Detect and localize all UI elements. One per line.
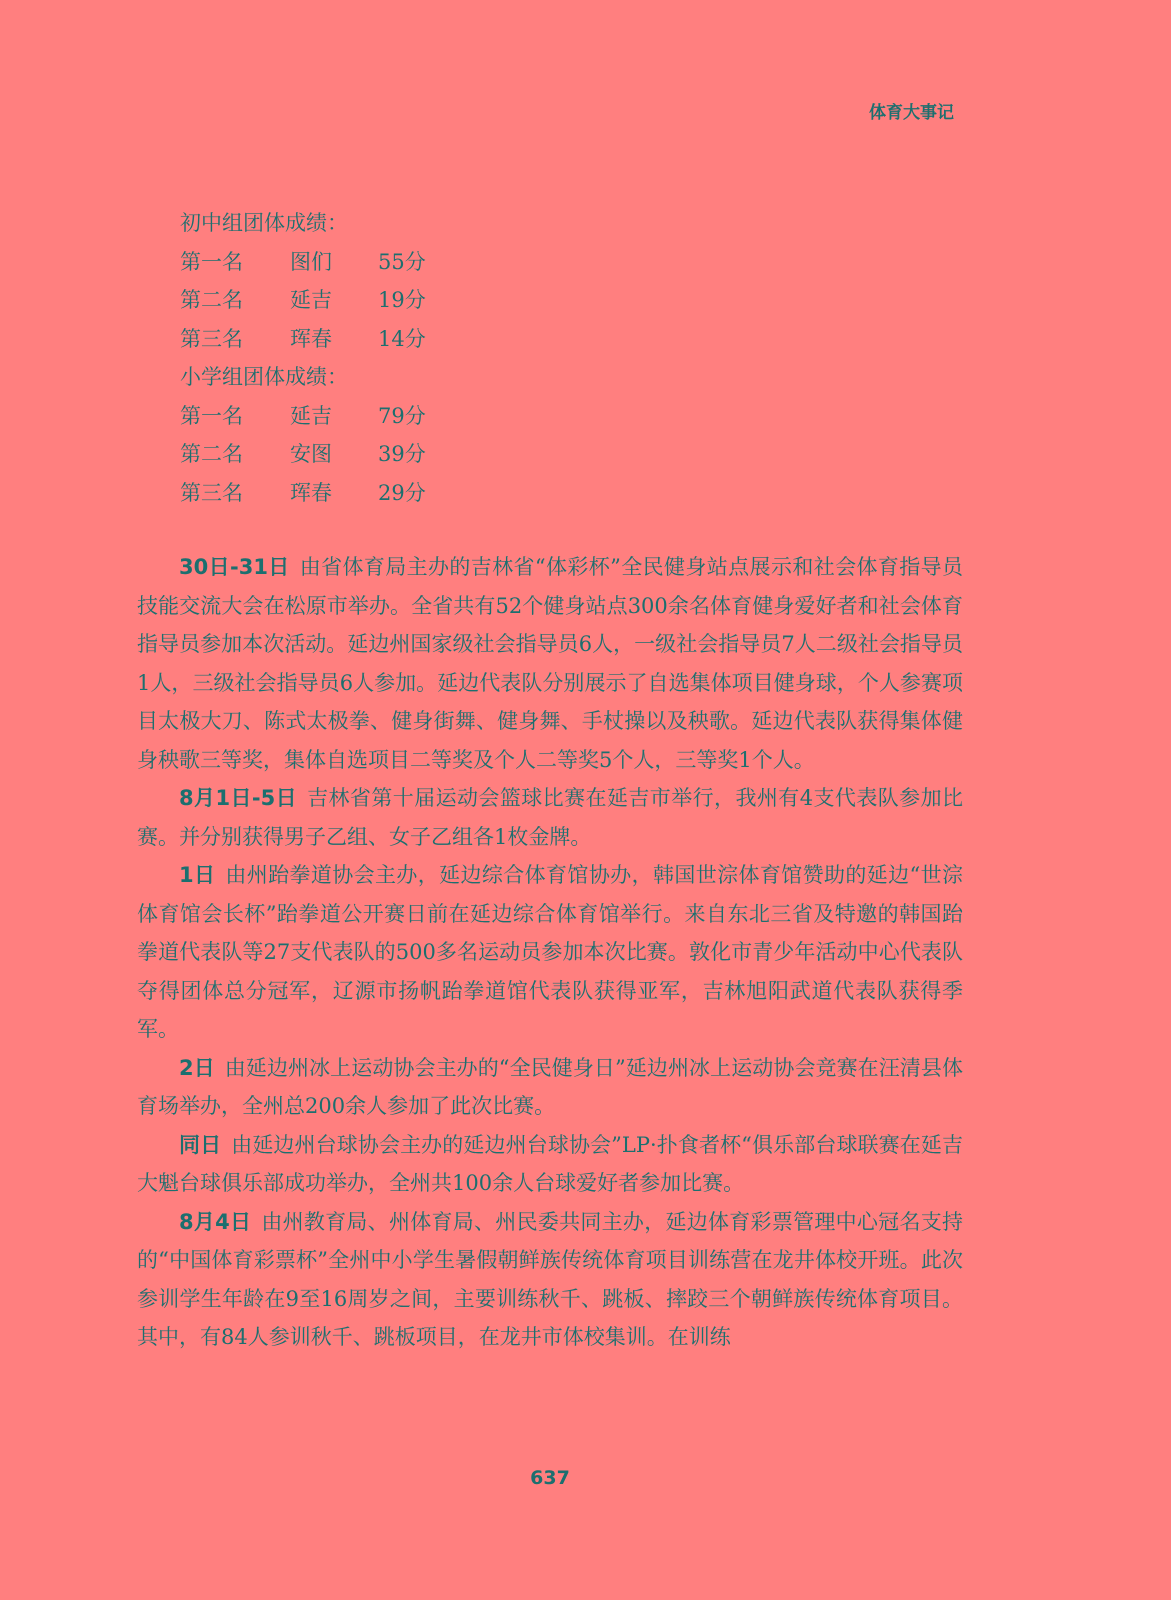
score: 14分 <box>378 326 426 351</box>
score: 29分 <box>378 480 426 505</box>
team: 珲春 <box>290 480 332 505</box>
team: 图们 <box>290 249 332 274</box>
result-row <box>180 243 426 282</box>
event-paragraph <box>137 779 963 856</box>
event-date: 1日 <box>179 863 216 887</box>
event-paragraph <box>137 1126 963 1203</box>
team: 延吉 <box>290 403 332 428</box>
event-text: 由州教育局、州体育局、州民委共同主办，延边体育彩票管理中心冠名支持的“中国体育彩票杯”全州中小学生暑假朝鲜族传统体育项目训练营在龙井体校开班。此次参训学生年龄在9至16周岁之间，主要训练秋千、跳板、摔跤三个朝鲜族传统体育项目。其中，有84人参训秋千、跳板项目，在龙井市体校集训。在训练 <box>137 1209 963 1349</box>
team: 延吉 <box>290 288 332 312</box>
result-row <box>180 397 426 436</box>
result-row <box>180 281 426 320</box>
rank: 第三名 <box>180 326 243 351</box>
team: 珲春 <box>290 326 332 351</box>
score: 19分 <box>378 288 426 312</box>
event-paragraph <box>137 1049 963 1126</box>
event-paragraph <box>137 1203 963 1357</box>
score: 79分 <box>378 403 426 428</box>
team: 安图 <box>290 442 332 466</box>
result-row <box>180 435 426 474</box>
event-date: 30日-31日 <box>179 555 290 579</box>
event-entries <box>137 548 963 1357</box>
rank: 第二名 <box>180 288 243 312</box>
event-paragraph <box>137 856 963 1049</box>
page-number: 637 <box>530 1467 570 1489</box>
running-header: 体育大事记 <box>869 103 954 123</box>
event-date: 2日 <box>179 1055 215 1080</box>
event-date: 8月1日-5日 <box>179 786 298 810</box>
result-row <box>180 320 426 359</box>
event-text: 由州跆拳道协会主办，延边综合体育馆协办，韩国世淙体育馆赞助的延边“世淙体育馆会长杯”跆拳道公开赛日前在延边综合体育馆举行。来自东北三省及特邀的韩国跆拳道代表队等27支代表队的500多名运动员参加本次比赛。敦化市青少年活动中心代表队夺得团体总分冠军，辽源市扬帆跆拳道馆代表队获得亚军，吉林旭阳武道代表队获得季军。 <box>137 863 963 1041</box>
event-text: 由省体育局主办的吉林省“体彩杯”全民健身站点展示和社会体育指导员技能交流大会在松原市举办。全省共有52个健身站点300余名体育健身爱好者和社会体育指导员参加本次活动。延边州国家级社会指导员6人，一级社会指导员7人二级社会指导员1人，三级社会指导员6人参加。延边代表队分别展示了自选集体项目健身球，个人参赛项目太极大刀、陈式太极拳、健身街舞、健身舞、手杖操以及秧歌。延边代表队获得集体健身秧歌三等奖，集体自选项目二等奖及个人二等奖5个人，三等奖1个人。 <box>137 555 963 772</box>
rank: 第二名 <box>180 442 243 466</box>
event-date: 8月4日 <box>179 1209 252 1234</box>
team-results <box>180 204 426 512</box>
rank: 第三名 <box>180 480 243 505</box>
primary-heading: 小学组团体成绩： <box>180 365 348 389</box>
event-paragraph <box>137 548 963 779</box>
rank: 第一名 <box>180 403 243 428</box>
event-date: 同日 <box>179 1132 222 1157</box>
score: 39分 <box>378 442 426 466</box>
event-text: 由延边州台球协会主办的延边州台球协会”LP·扑食者杯“俱乐部台球联赛在延吉大魁台球俱乐部成功举办，全州共100余人台球爱好者参加比赛。 <box>137 1132 963 1195</box>
event-text: 由延边州冰上运动协会主办的“全民健身日”延边州冰上运动协会竞赛在汪清县体育场举办，全州总200余人参加了此次比赛。 <box>137 1055 963 1118</box>
score: 55分 <box>378 249 426 274</box>
event-text: 吉林省第十届运动会篮球比赛在延吉市举行，我州有4支代表队参加比赛。并分别获得男子乙组、女子乙组各1枚金牌。 <box>137 786 964 849</box>
junior-heading: 初中组团体成绩： <box>180 211 348 235</box>
result-row <box>180 474 426 513</box>
rank: 第一名 <box>180 249 243 274</box>
